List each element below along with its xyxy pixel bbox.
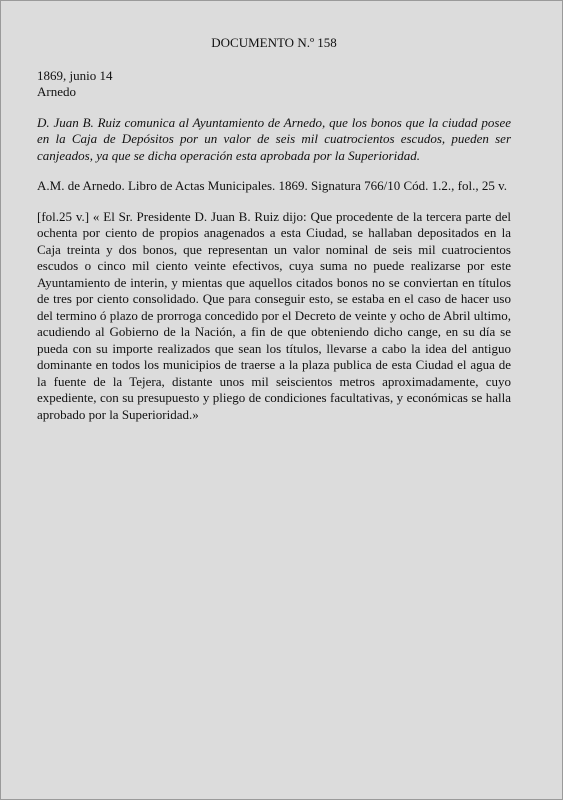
document-title: DOCUMENTO N.º 158 <box>211 35 337 50</box>
document-date: 1869, junio 14 <box>37 67 113 83</box>
archival-source: A.M. de Arnedo. Libro de Actas Municipales. 1869. Signatura 766/10 Cód. 1.2., fol., 25 v. <box>37 178 507 193</box>
date-place-block <box>37 68 511 101</box>
document-place: Arnedo <box>37 84 76 99</box>
document-body <box>37 35 511 423</box>
document-transcription: [fol.25 v.] « El Sr. Presidente D. Juan B. Ruiz dijo: Que procedente de la tercera parte del ochenta por ciento de propios anagenados a esta Ciudad, se hallaban depositados en la Caja treinta y dos bonos, que representan un valor nominal de seis mil cuatrocientos escudos o cinco mil ciento veinte efectivos, cuya suma no puede realizarse por este Ayuntamiento de interin, y mientas que aquellos citados bonos no se conviertan en títulos de tres por ciento consolidado. Que para conseguir esto, se estaba en el caso de hacer uso del termino ó plazo de prorroga concedido por el Decreto de veinte y ocho de Abril ultimo, acudiendo al Gobierno de la Nación, a fin de que obteniendo dicho cange, en su día se pueda con su importe realizados que sean los títulos, llevarse a cabo la idea del antiguo dominante en todos los municipios de traerse a la plaza publica de esta Ciudad el agua de la fuente de la Tejera, distante unos mil seiscientos metros aproximadamente, cuyo expediente, con su presupuesto y pliego de condiciones facultativas, y económicas se halla aprobado por la Superioridad.» <box>37 208 511 422</box>
document-summary: D. Juan B. Ruiz comunica al Ayuntamiento de Arnedo, que los bonos que la ciudad posee en la Caja de Depósitos por un valor de seis mil cuatrocientos escudos, pueden ser canjeados, ya que se dicha operación esta aprobada por la Superioridad. <box>37 114 511 163</box>
